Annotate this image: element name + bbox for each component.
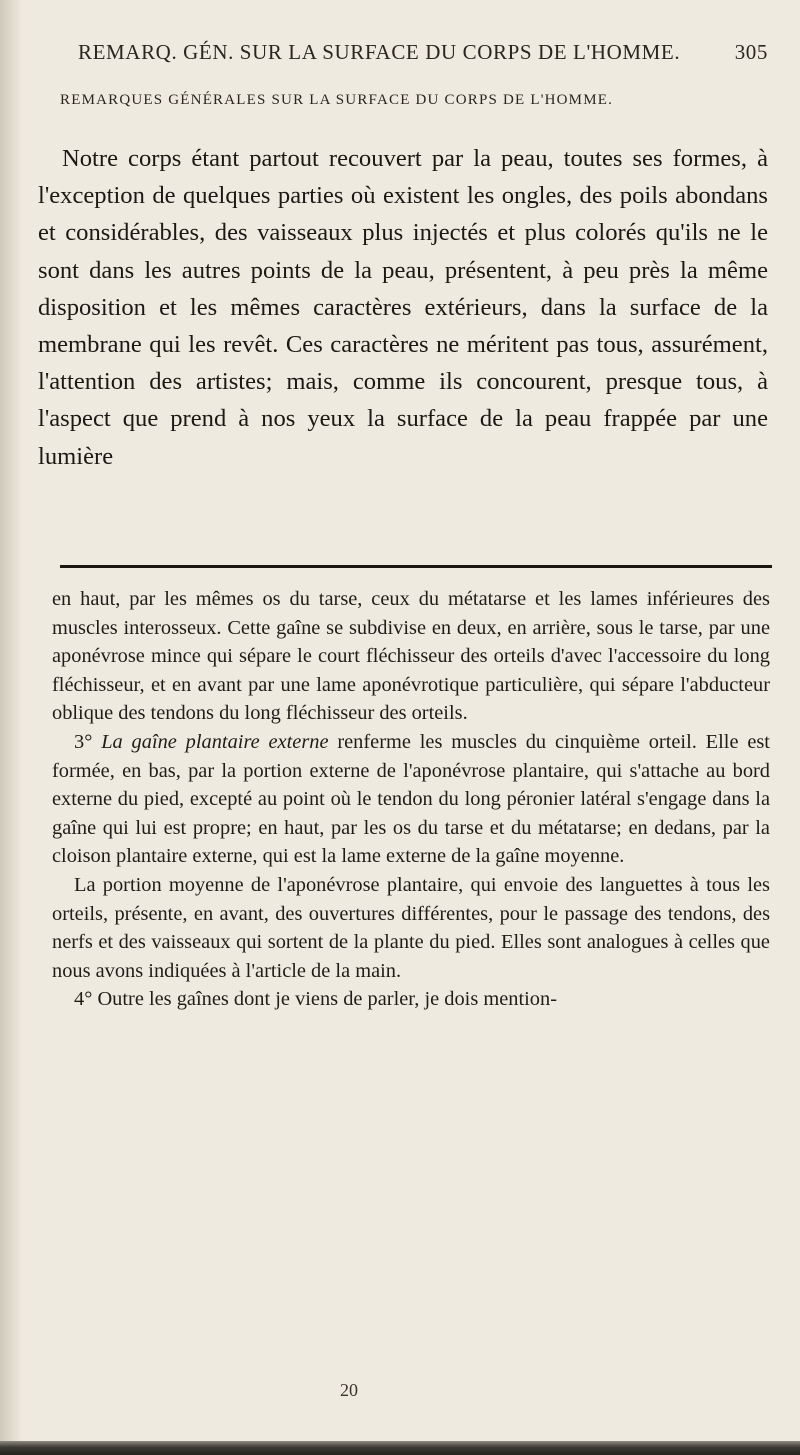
main-paragraph: Notre corps étant partout recouvert par la peau, toutes ses formes, à l'exception de quelques parties où existent les ongles, des poils abondans et considérables, des vaisseaux plus injectés et plus colorés qu'ils ne le sont dans les autres points de la peau, présentent, à peu près la même disposition et les mêmes caractères extérieurs, dans la surface de la membrane qui les revêt. Ces caractères ne méritent pas tous, assurément, l'attention des artistes; mais, comme ils concourent, presque tous, à l'aspect que prend à nos yeux la surface de la peau frappée par une lumière xyxy=(38,145,768,470)
footnote-number-3: 3° xyxy=(74,730,93,753)
footnote-paragraph-2-text: renferme les muscles du cinquième orteil. Elle est formée, en bas, par la portion externe de l'aponévrose plantaire, qui s'attache au bord externe du pied, excepté au point où le tendon du long péronier latéral s'engage dans la gaîne qui lui est propre; en haut, par les os du tarse et du métatarse; en dedans, par la cloison plantaire externe, qui est la lame externe de la gaîne moyenne. xyxy=(52,730,770,868)
running-head xyxy=(78,40,768,65)
section-heading: REMARQUES GÉNÉRALES SUR LA SURFACE DU CORPS DE L'HOMME. xyxy=(60,92,614,108)
page-number: 305 xyxy=(734,40,768,64)
footnotes xyxy=(52,585,770,1014)
scan-bottom-edge xyxy=(0,1441,800,1455)
page-gutter-shadow xyxy=(0,0,22,1455)
footnote-paragraph-3: La portion moyenne de l'aponévrose plantaire, qui envoie des languettes à tous les orteils, présente, en avant, des ouvertures différentes, pour le passage des tendons, des nerfs et des vaisseaux qui sortent de la plante du pied. Elles sont analogues à celles que nous avons indiquées à l'article de la main. xyxy=(52,873,770,982)
footnote-rule xyxy=(60,565,772,568)
footnote-paragraph-1: en haut, par les mêmes os du tarse, ceux du métatarse et les lames inférieures des muscles interosseux. Cette gaîne se subdivise en deux, en arrière, sous le tarse, par une aponévrose mince qui sépare le court fléchisseur des orteils d'avec l'accessoire du long fléchisseur, et en avant par une lame aponévrotique particulière, qui sépare l'abducteur oblique des tendons du long fléchisseur des orteils. xyxy=(52,588,770,725)
signature-mark: 20 xyxy=(340,1380,358,1400)
footnote-paragraph-2 xyxy=(52,728,770,871)
footnote-paragraph-4: 4° Outre les gaînes dont je viens de parler, je dois mention- xyxy=(74,988,557,1011)
running-head-title: REMARQ. GÉN. SUR LA SURFACE DU CORPS DE L'HOMME. xyxy=(78,40,681,64)
footnote-term-gaine-externe: La gaîne plantaire externe xyxy=(101,730,329,753)
